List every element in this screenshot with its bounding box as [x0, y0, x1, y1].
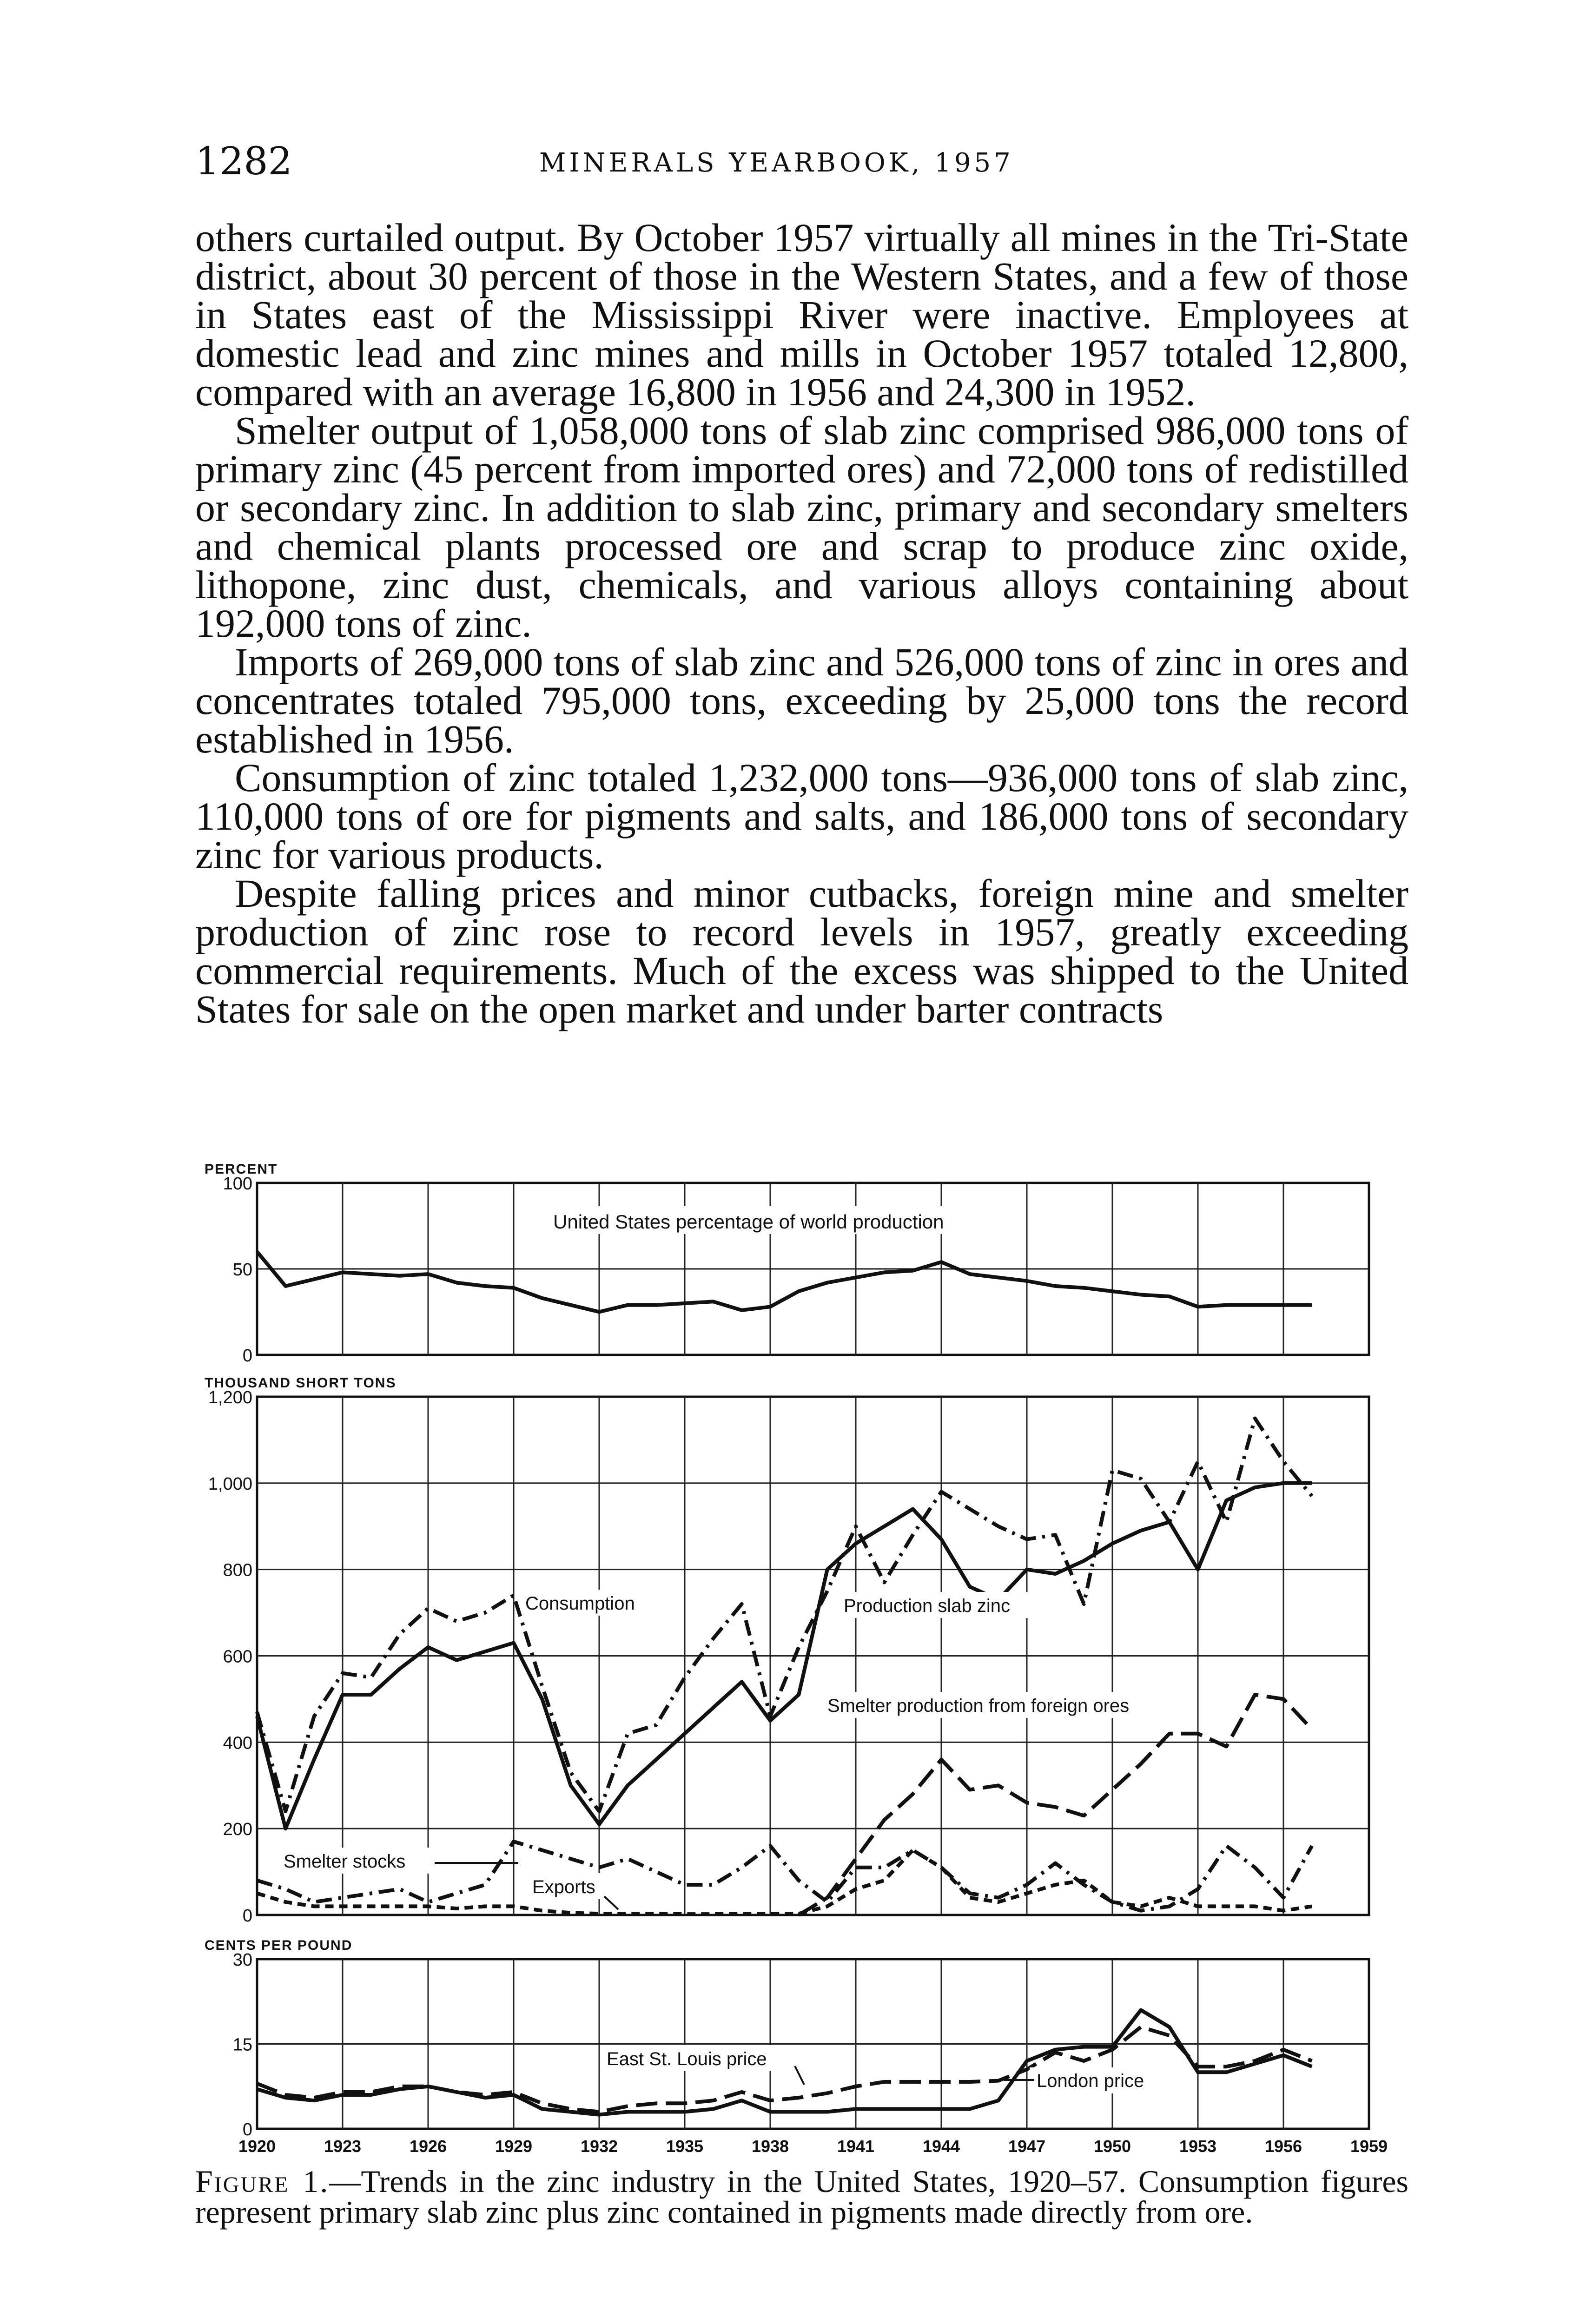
x-tick-label: 1932: [580, 2137, 618, 2156]
y-tick-label: 1,200: [208, 1388, 252, 1407]
y-tick-label: 100: [223, 1174, 252, 1194]
y-tick-label: 1,000: [208, 1474, 252, 1494]
x-tick-label: 1923: [324, 2137, 362, 2156]
annotation-label: Smelter stocks: [284, 1851, 406, 1872]
annotation-label: Production slab zinc: [844, 1596, 1010, 1616]
y-tick-label: 800: [223, 1560, 252, 1580]
paragraph: Consumption of zinc totaled 1,232,000 tons—936,000 tons of slab zinc, 110,000 tons of ore for pigments and salts, and 186,000 tons of secondary zinc for various products.: [195, 755, 1408, 877]
paragraph: others curtailed output. By October 1957 virtually all mines in the Tri-State district, about 30 percent of those in the Western States, and a few of those in States east of the Mississippi River were inactive. Employees at domestic lead and zinc mines and mills in October 1957 totaled 12,800, compared with an average 16,800 in 1956 and 24,300 in 1952.: [195, 215, 1408, 414]
x-tick-label: 1944: [922, 2137, 960, 2156]
figure-caption-text: —Trends in the zinc industry in the United States, 1920–57. Consumption figures represent primary slab zinc plus zinc contained in pigments made directly from ore.: [195, 2164, 1409, 2230]
paragraph: Despite falling prices and minor cutbacks, foreign mine and smelter production of zinc rose to record levels in 1957, greatly exceeding commercial requirements. Much of the excess was shipped to the United States for sale on the open market and under barter contracts: [195, 871, 1408, 1031]
series-line: [257, 1419, 1312, 1812]
annotation-label: East St. Louis price: [607, 2049, 767, 2069]
x-tick-label: 1941: [837, 2137, 875, 2156]
x-tick-label: 1929: [495, 2137, 533, 2156]
figure-caption: [195, 2164, 1409, 2230]
x-tick-label: 1950: [1093, 2137, 1131, 2156]
y-tick-label: 600: [223, 1647, 252, 1667]
series-line: [257, 1252, 1312, 1312]
annotation-label: United States percentage of world production: [553, 1211, 944, 1233]
paragraph: Smelter output of 1,058,000 tons of slab zinc comprised 986,000 tons of primary zinc (45 percent from imported ores) and 72,000 tons of redistilled or secondary zinc. In addition to slab zinc, primary and secondary smelters and chemical plants processed ore and scrap to produce zinc oxide, lithopone, zinc dust, chemicals, and various alloys containing about 192,000 tons of zinc.: [195, 408, 1408, 646]
figure-caption-label: Figure 1.: [195, 2164, 330, 2199]
x-tick-label: 1947: [1008, 2137, 1046, 2156]
annotation-label: Consumption: [525, 1593, 635, 1614]
y-tick-label: 0: [242, 1906, 252, 1926]
x-tick-label: 1953: [1179, 2137, 1217, 2156]
y-axis-label: PERCENT: [205, 1162, 278, 1177]
annotation-label: Smelter production from foreign ores: [827, 1696, 1130, 1716]
y-axis-label: CENTS PER POUND: [205, 1938, 353, 1953]
y-tick-label: 30: [232, 1950, 252, 1970]
y-tick-label: 15: [232, 2035, 252, 2055]
y-axis-label: THOUSAND SHORT TONS: [205, 1375, 397, 1391]
annotation-label: Exports: [532, 1877, 595, 1897]
x-tick-label: 1959: [1350, 2137, 1388, 2156]
y-tick-label: 0: [242, 1346, 252, 1366]
x-tick-label: 1956: [1264, 2137, 1302, 2156]
x-tick-label: 1920: [238, 2137, 276, 2156]
y-tick-label: 400: [223, 1733, 252, 1753]
running-title: MINERALS YEARBOOK, 1957: [539, 148, 1014, 178]
annotation-label: London price: [1037, 2071, 1144, 2091]
y-tick-label: 200: [223, 1820, 252, 1840]
paragraph: Imports of 269,000 tons of slab zinc and 526,000 tons of zinc in ores and concentrates totaled 795,000 tons, exceeding by 25,000 tons the record established in 1956.: [195, 640, 1408, 761]
x-tick-label: 1935: [666, 2137, 704, 2156]
page-number: 1282: [195, 139, 292, 184]
x-tick-label: 1926: [409, 2137, 447, 2156]
y-tick-label: 0: [242, 2120, 252, 2139]
y-tick-label: 50: [232, 1260, 252, 1280]
x-tick-label: 1938: [751, 2137, 789, 2156]
